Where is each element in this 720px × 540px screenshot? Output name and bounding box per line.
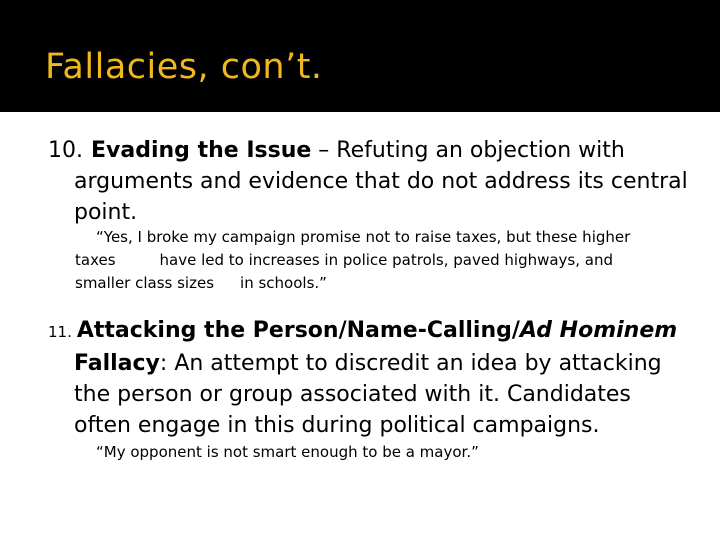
fallacy-11-text	[48, 315, 688, 441]
fallacy-term-italic: Ad Hominem	[519, 318, 678, 343]
title-bar	[0, 0, 720, 112]
fallacy-term: Evading the Issue	[91, 138, 312, 163]
fallacy-definition: An attempt to discredit an idea by attacking the person or group associated with it. Candidates often engage in this during political campaigns.	[74, 351, 662, 438]
term-separator: –	[311, 138, 337, 163]
fallacy-definition: Refuting an objection with arguments and evidence that do not address its central point.	[74, 138, 688, 225]
example-fragment: smaller class sizes	[75, 274, 215, 292]
fallacy-term-part: Fallacy	[74, 351, 160, 376]
slide-title: Fallacies, con’t.	[45, 47, 323, 87]
item-number: 11.	[48, 323, 72, 341]
example-quote-11: “My opponent is not smart enough to be a mayor.”	[96, 443, 479, 461]
example-fragment: taxes	[75, 251, 116, 269]
fallacy-item-11	[48, 315, 688, 441]
example-quote-10	[75, 226, 685, 295]
term-separator: :	[159, 351, 175, 376]
fallacy-10-text	[48, 135, 688, 228]
example-line-3	[75, 272, 685, 295]
fallacy-item-10	[48, 135, 688, 228]
fallacy-term-part: Attacking the Person/Name-Calling/	[76, 318, 520, 343]
example-fragment: in schools.”	[240, 274, 327, 292]
item-number: 10.	[48, 138, 83, 163]
example-line-2	[75, 249, 685, 272]
example-line: “Yes, I broke my campaign promise not to raise taxes, but these higher	[96, 228, 631, 246]
example-fragment: have led to increases in police patrols, paved highways, and	[159, 251, 614, 269]
